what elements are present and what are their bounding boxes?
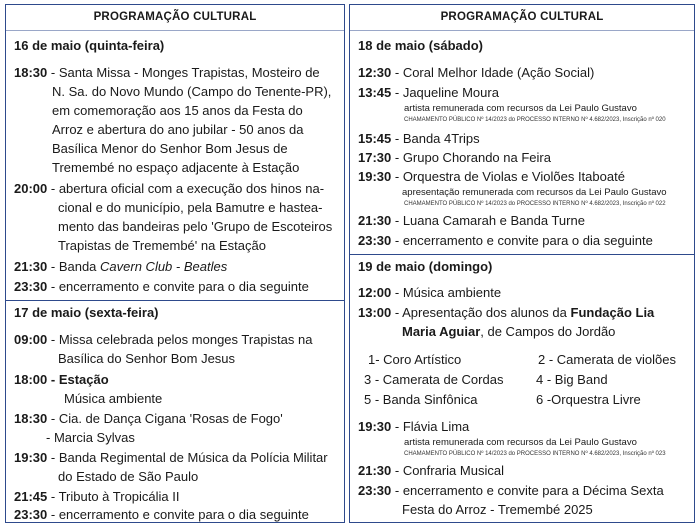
event-time: 19:30 <box>14 450 48 465</box>
event-text: - Estação <box>50 372 109 387</box>
event-text: - encerramento e convite para o dia seguinte <box>394 233 653 248</box>
event-17-1800 <box>14 371 109 388</box>
event-line: em comemoração aos 15 anos da Festa do <box>52 103 303 118</box>
group-item: 1- Coro Artístico <box>368 352 462 367</box>
event-16-2000 <box>14 180 324 197</box>
event-text: - Banda Regimental de Música da Polícia Militar <box>50 450 328 465</box>
day-divider <box>6 300 344 301</box>
event-18-2130 <box>358 212 585 229</box>
event-time: 20:00 <box>14 181 48 196</box>
event-time: 19:30 <box>358 169 392 184</box>
band-name: Cavern Club - Beatles <box>100 259 228 274</box>
event-19-1200 <box>358 284 501 301</box>
event-19-2130 <box>358 462 504 479</box>
event-line: do Estado de São Paulo <box>58 469 199 484</box>
event-line <box>402 323 615 340</box>
event-time: 15:45 <box>358 131 392 146</box>
event-time: 09:00 <box>14 332 48 347</box>
left-column <box>5 4 345 523</box>
event-text: - encerramento e convite para o dia seguinte <box>50 279 309 294</box>
right-header-rule <box>350 30 694 31</box>
event-time: 23:30 <box>14 507 48 522</box>
event-time: 18:30 <box>14 411 48 426</box>
event-text: - Coral Melhor Idade (Ação Social) <box>394 65 595 80</box>
right-header: PROGRAMAÇÃO CULTURAL <box>440 11 604 23</box>
event-time: 18:30 <box>14 65 48 80</box>
event-text: , de Campos do Jordão <box>480 324 616 339</box>
event-text: - Luana Camarah e Banda Turne <box>394 213 585 228</box>
day-16-heading: 16 de maio (quinta-feira) <box>14 38 165 53</box>
event-text: - Flávia Lima <box>394 419 470 434</box>
event-time: 21:30 <box>358 213 392 228</box>
event-17-1930 <box>14 449 328 466</box>
event-17-1830 <box>14 410 283 427</box>
event-text: - Banda <box>50 259 101 274</box>
event-text: - Jaqueline Moura <box>394 85 499 100</box>
funding-note: apresentação remunerada com recursos da Lei Paulo Gustavo <box>402 187 667 198</box>
event-text: - Banda 4Trips <box>394 131 480 146</box>
funding-fineprint: CHAMAMENTO PÚBLICO Nº 14/2023 do PROCESSO INTERNO Nº 4.682/2023, Inscrição nº 020 <box>404 117 666 123</box>
event-text: - Confraria Musical <box>394 463 504 478</box>
foundation-name: Fundação Lia <box>570 305 655 320</box>
group-item: 2 - Camerata de violões <box>538 352 677 367</box>
event-time: 23:30 <box>14 279 48 294</box>
event-17-0900 <box>14 331 312 348</box>
event-line: cional e do município, pela Bamutre e hastea- <box>58 200 323 215</box>
event-time: 23:30 <box>358 483 392 498</box>
foundation-name: Maria Aguiar <box>402 324 481 339</box>
group-item: 5 - Banda Sinfônica <box>364 392 478 407</box>
event-line: N. Sa. do Novo Mundo (Campo do Tenente-PR), <box>52 84 332 99</box>
event-16-2330 <box>14 278 309 295</box>
funding-note: artista remunerada com recursos da Lei Paulo Gustavo <box>404 103 637 114</box>
event-18-1230 <box>358 64 594 81</box>
event-time: 21:30 <box>358 463 392 478</box>
event-18-1930 <box>358 168 625 185</box>
event-text: - abertura oficial com a execução dos hinos na- <box>50 181 325 196</box>
event-time: 12:30 <box>358 65 392 80</box>
event-18-1545 <box>358 130 480 147</box>
event-19-2330 <box>358 482 664 499</box>
event-text: - Orquestra de Violas e Violões Itaboaté <box>394 169 625 184</box>
funding-fineprint: CHAMAMENTO PÚBLICO Nº 14/2023 do PROCESSO INTERNO Nº 4.682/2023, Inscrição nº 022 <box>404 201 666 207</box>
event-18-1730 <box>358 149 551 166</box>
event-time: 18:00 <box>14 372 48 387</box>
event-line: Basílica Menor do Senhor Bom Jesus de <box>52 141 288 156</box>
left-header-rule <box>6 30 344 31</box>
event-16-2130 <box>14 258 227 275</box>
funding-fineprint: CHAMAMENTO PÚBLICO Nº 14/2023 do PROCESSO INTERNO Nº 4.682/2023, Inscrição nº 023 <box>404 451 666 457</box>
event-time: 23:30 <box>358 233 392 248</box>
event-time: 17:30 <box>358 150 392 165</box>
event-text: - Tributo à Tropicália II <box>50 489 180 504</box>
event-18-2330 <box>358 232 653 249</box>
event-16-1830 <box>14 64 320 81</box>
event-time: 21:45 <box>14 489 48 504</box>
group-item: 3 - Camerata de Cordas <box>364 372 504 387</box>
event-line: mento das bandeiras pelo 'Grupo de Escoteiros <box>58 219 333 234</box>
event-line: Basílica do Senhor Bom Jesus <box>58 351 236 366</box>
group-item: 4 - Big Band <box>536 372 608 387</box>
event-time: 12:00 <box>358 285 392 300</box>
event-text: - Missa celebrada pelos monges Trapistas na <box>50 332 313 347</box>
funding-note: artista remunerada com recursos da Lei Paulo Gustavo <box>404 437 637 448</box>
event-text: - encerramento e convite para a Décima Sexta <box>394 483 664 498</box>
event-text: - Música ambiente <box>394 285 502 300</box>
event-text: - Cia. de Dança Cigana 'Rosas de Fogo' <box>50 411 283 426</box>
group-item: 6 -Orquestra Livre <box>536 392 641 407</box>
left-header: PROGRAMAÇÃO CULTURAL <box>93 11 257 23</box>
event-line: Trapistas de Tremembé' na Estação <box>58 238 266 253</box>
event-text: - Apresentação dos alunos da <box>394 305 571 320</box>
event-time: 13:00 <box>358 305 392 320</box>
event-line: Arroz e abertura do ano jubilar - 50 anos da <box>52 122 304 137</box>
event-19-1300 <box>358 304 654 321</box>
event-17-2330 <box>14 506 309 523</box>
day-19-heading: 19 de maio (domingo) <box>358 259 493 274</box>
event-text: - Santa Missa - Monges Trapistas, Mosteiro de <box>50 65 320 80</box>
event-17-2145 <box>14 488 180 505</box>
event-line: Tremembé no espaço adjacente à Estação <box>52 160 300 175</box>
day-17-heading: 17 de maio (sexta-feira) <box>14 305 159 320</box>
event-line: - Marcia Sylvas <box>46 430 135 445</box>
event-19-1930 <box>358 418 469 435</box>
event-time: 13:45 <box>358 85 392 100</box>
day-divider <box>350 254 694 255</box>
event-18-1345 <box>358 84 499 101</box>
event-text: - Grupo Chorando na Feira <box>394 150 551 165</box>
event-time: 21:30 <box>14 259 48 274</box>
event-text: - encerramento e convite para o dia seguinte <box>50 507 309 522</box>
day-18-heading: 18 de maio (sábado) <box>358 38 483 53</box>
right-column <box>349 4 695 523</box>
event-time: 19:30 <box>358 419 392 434</box>
event-line: Festa do Arroz - Tremembé 2025 <box>402 502 593 517</box>
event-line: Música ambiente <box>64 391 163 406</box>
